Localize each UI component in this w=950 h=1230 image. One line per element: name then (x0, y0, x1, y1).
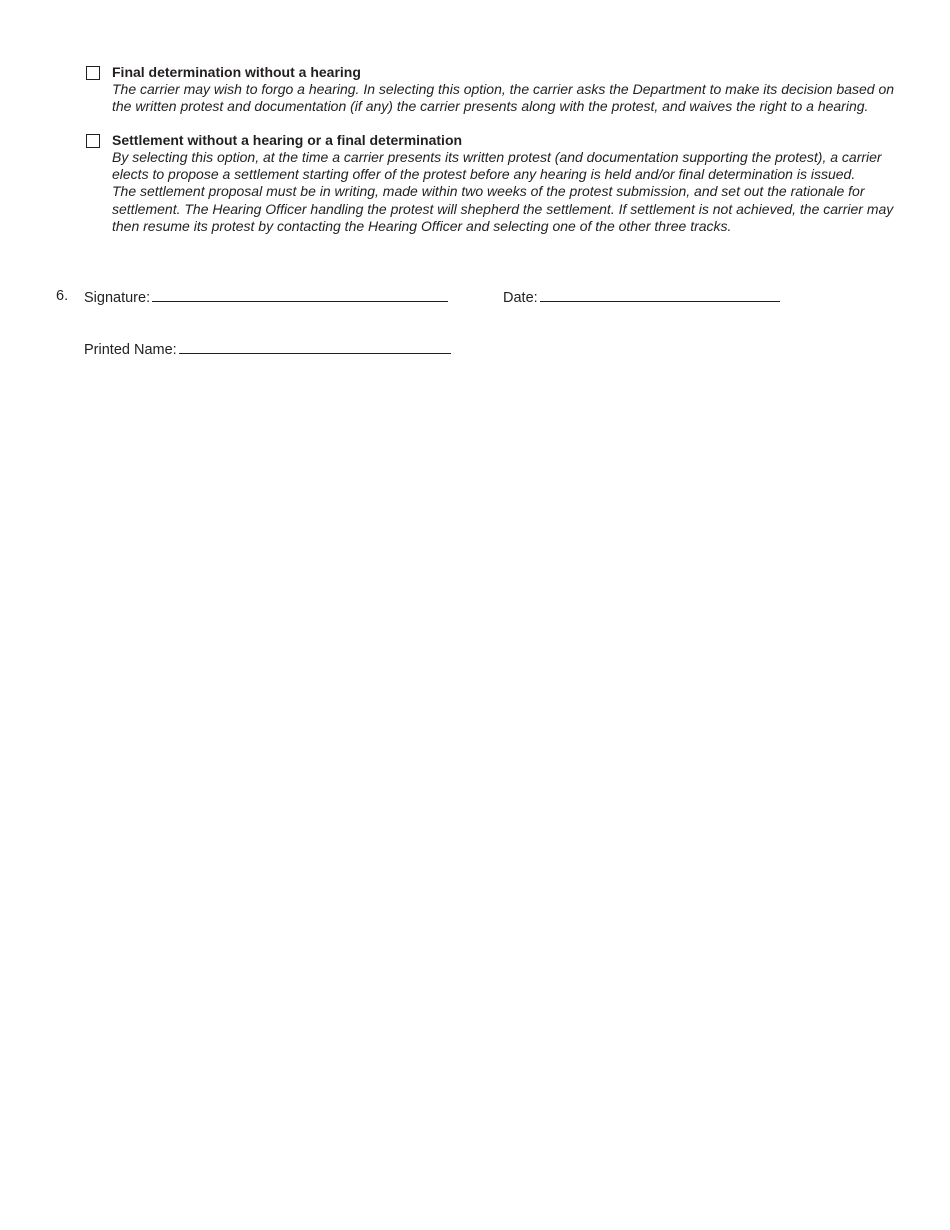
option-text (112, 132, 902, 235)
option-description-line: By selecting this option, at the time a carrier presents its written protest (and documentation supporting the protest), a carrier (112, 149, 882, 165)
printed-name-label: Printed Name: (84, 342, 177, 358)
signature-label: Signature: (84, 290, 151, 306)
date-field (503, 287, 780, 307)
option-text (112, 64, 902, 115)
option-description-line: The settlement proposal must be in writing, made within two weeks of the protest submission, and set out the rationale for (112, 183, 865, 200)
final-determination-checkbox[interactable] (86, 66, 100, 80)
signature-line[interactable] (152, 287, 448, 302)
printed-name-field (84, 339, 451, 359)
item-number: 6. (56, 288, 69, 304)
option-description-line: the written protest and documentation (if any) the carrier presents along with the protest, and waives the right to a hearing. (112, 98, 869, 115)
option-description-line: The carrier may wish to forgo a hearing. In selecting this option, the carrier asks the Department to make its decision based on (112, 81, 895, 97)
option-description-line: then resume its protest by contacting the Hearing Officer and selecting one of the other three tracks. (112, 217, 732, 234)
signature-field (84, 287, 448, 307)
date-label: Date: (503, 290, 538, 306)
option-description-line: elects to propose a settlement starting offer of the protest before any hearing is held and/or final determination is issued. (112, 166, 856, 183)
printed-name-line[interactable] (179, 339, 451, 354)
option-title: Final determination without a hearing (112, 64, 361, 80)
date-line[interactable] (540, 287, 780, 302)
option-description-line: settlement. The Hearing Officer handling the protest will shepherd the settlement. If settlement is not achieved, the carrier may (112, 200, 894, 217)
settlement-checkbox[interactable] (86, 134, 100, 148)
option-title: Settlement without a hearing or a final determination (112, 132, 463, 148)
